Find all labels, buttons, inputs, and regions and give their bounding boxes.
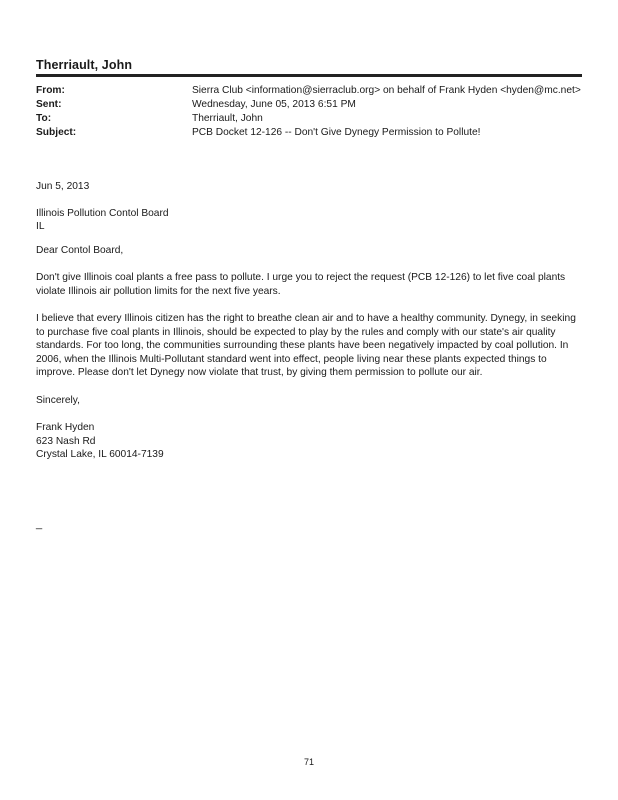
paragraph-2-line: I believe that every Illinois citizen has the right to breathe clean air and to have a healthy community. Dynegy, in seeking [36,313,576,324]
sent-row [36,98,582,112]
from-label: From: [36,85,65,96]
signature-block [36,421,582,462]
page-number: 71 [303,757,314,767]
salutation: Dear Contol Board, [36,244,124,256]
letter-date: Jun 5, 2013 [36,181,90,192]
signature-city: Crystal Lake, IL 60014-7139 [36,449,164,460]
paragraph-2 [36,312,582,380]
paragraph-1-line: violate Illinois air pollution limits for the next five years. [36,285,281,297]
email-header [36,84,582,140]
signature-name: Frank Hyden [36,422,95,433]
to-value: Therriault, John [192,113,263,124]
recipient-block [36,207,582,234]
from-value: Sierra Club <information@sierraclub.org> on behalf of Frank Hyden <hyden@mc.net> [192,85,581,96]
paragraph-2-line: 2006, when the Illinois Multi-Pollutant standard went into effect, people living near these plants expected things to [36,353,547,365]
recipient-state: IL [36,221,45,232]
recipient-name: Illinois Pollution Contol Board [36,207,169,219]
mailbox-owner-name: Therriault, John [36,58,133,72]
signature-street: 623 Nash Rd [36,435,96,447]
header-divider [36,74,582,77]
separator-dash: _ [36,518,43,530]
to-label: To: [36,113,52,124]
subject-row [36,126,582,140]
subject-value: PCB Docket 12-126 -- Don't Give Dynegy Permission to Pollute! [192,127,481,138]
paragraph-2-line: improve. Please don't let Dynegy now violate that trust, by giving them permission to pollute our air. [36,367,483,378]
sent-value: Wednesday, June 05, 2013 6:51 PM [192,99,356,110]
closing: Sincerely, [36,394,80,406]
to-row [36,112,582,126]
paragraph-1 [36,271,582,298]
from-row [36,84,582,98]
sent-label: Sent: [36,99,62,110]
email-body [36,180,582,462]
paragraph-1-line: Don't give Illinois coal plants a free pass to pollute. I urge you to reject the request (PCB 12-126) to let five coal plants [36,272,566,283]
subject-label: Subject: [36,127,77,138]
paragraph-2-line: standards. For too long, the communities surrounding these plants have been negatively impacted by coal pollution. In [36,340,569,351]
paragraph-2-line: to purchase five coal plants in Illinois, should be expected to play by the rules and comply with our state's air quality [36,326,556,338]
